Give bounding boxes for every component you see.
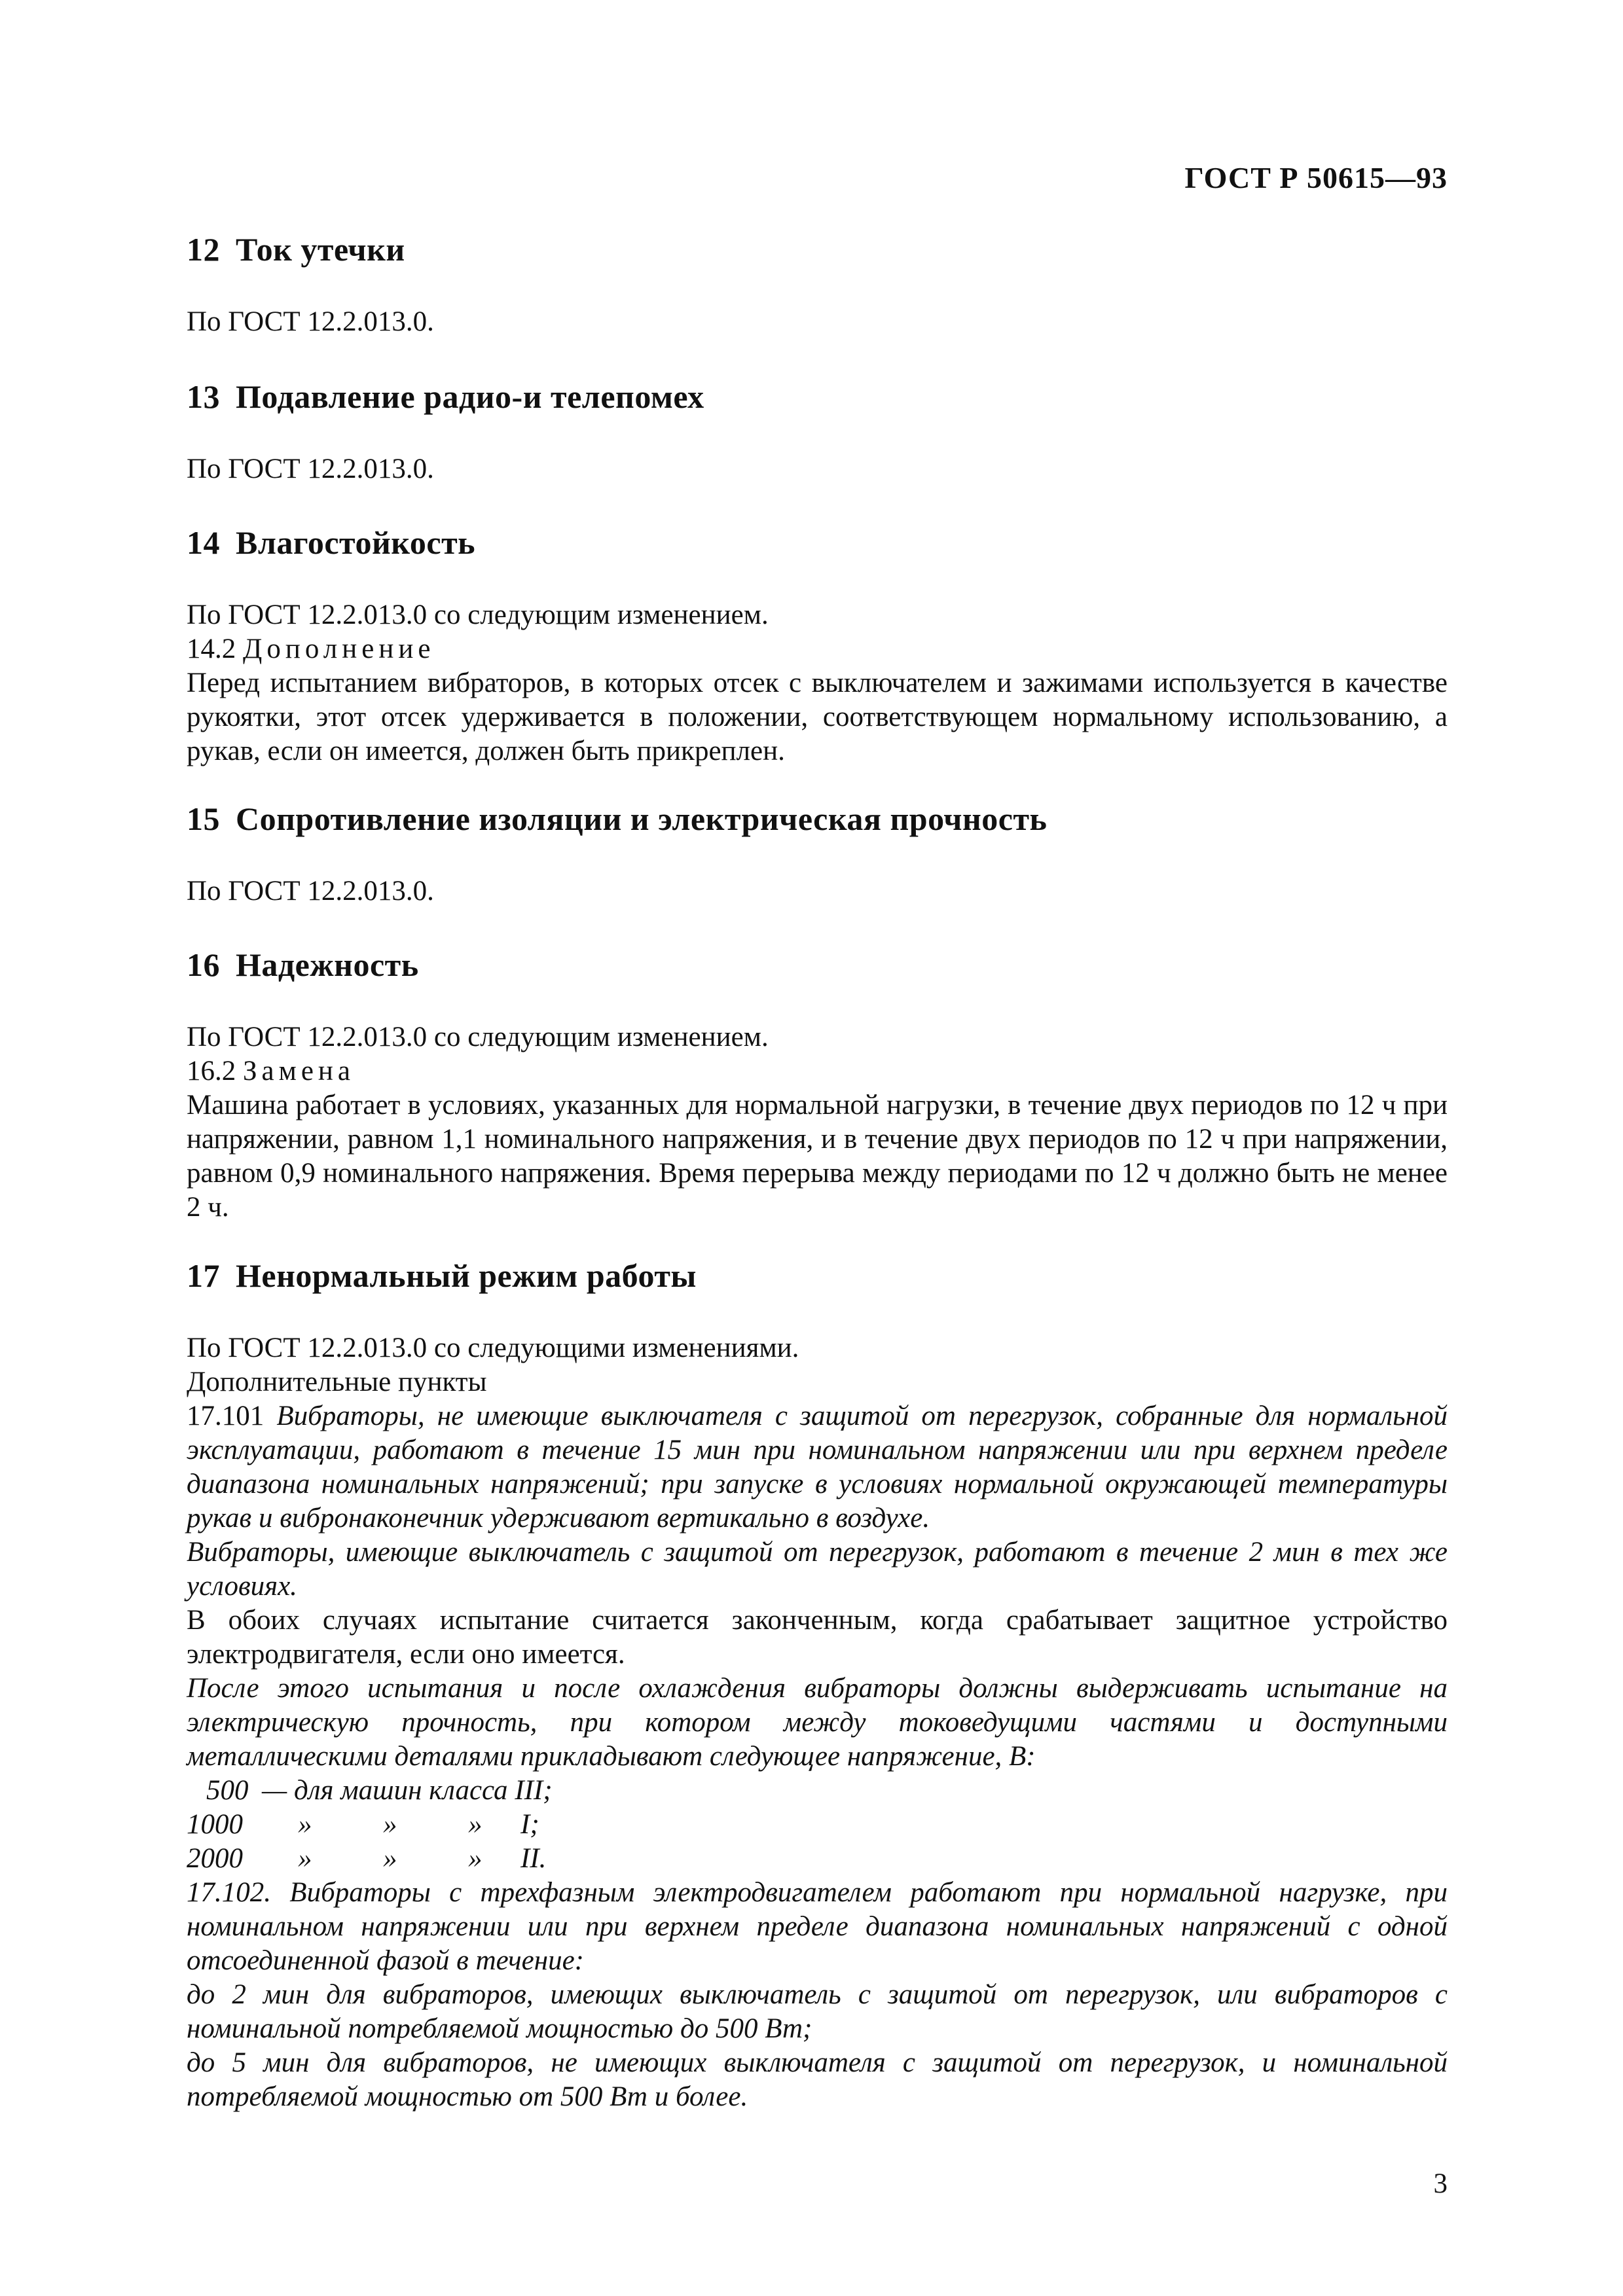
section-16-line1: По ГОСТ 12.2.013.0 со следующим изменением. [187,1022,769,1052]
section-title: Надежность [236,946,419,983]
section-title: Ненормальный режим работы [236,1257,697,1294]
voltage-value: 1000 [187,1809,243,1840]
ditto-mark: » [383,1843,397,1874]
section-title: Влагостойкость [236,524,476,561]
section-number: 16 [187,946,220,983]
section-17-heading [187,1257,697,1295]
voltage-value: 500 [206,1775,249,1806]
ditto-mark: » [468,1809,483,1840]
voltage-class: I; [520,1809,539,1840]
section-15-text: По ГОСТ 12.2.013.0. [187,876,434,906]
clause-text: Вибраторы, не имеющие выключателя с защитой от перегрузок, собранные для нормальной эксплуатации, работают в течение 15 мин при номинальном напряжении или при верхнем пределе диапазона номинальных напряжений; при запуске в условиях нормальной окружающей температуры рукав и вибронаконечник удерживают вертикально в воздухе. [187,1401,1448,1534]
section-15-heading [187,800,1047,838]
section-14-subclause [187,632,435,666]
section-number: 14 [187,524,220,561]
clause-17-101-after: После этого испытания и после охлаждения вибраторы должны выдерживать испытание на электрическую прочность, при котором между токоведущими частями и доступными металлическими деталями прикладывают следующее напряжение, В: [187,1673,1448,1772]
subclause-title: Замена [243,1056,356,1086]
clause-17-101-overload: Вибраторы, имеющие выключатель с защитой от перегрузок, работают в течение 2 мин в тех же условиях. [187,1537,1448,1602]
page-number: 3 [1433,2168,1448,2199]
section-14-heading [187,524,475,562]
ditto-mark: » [298,1809,312,1840]
clause-17-102: 17.102. Вибраторы с трехфазным электродвигателем работают при нормальной нагрузке, при номинальном напряжении или при верхнем пределе диапазона номинальных напряжений с одной отсоединенной фазой в течение: [187,1877,1448,1976]
ditto-mark: » [383,1809,397,1840]
section-12-text: По ГОСТ 12.2.013.0. [187,306,434,337]
section-title: Сопротивление изоляции и электрическая прочность [236,800,1048,837]
clause-number: 17.101 [187,1401,264,1431]
ditto-mark: » [298,1843,312,1874]
section-16-body-text: Машина работает в условиях, указанных для нормальной нагрузки, в течение двух периодов по 12 ч при напряжении, равном 1,1 номинального напряжения, и в течение двух периодов по 12 ч при напряжении, равном 0,9 номинального напряжения. Время перерыва между периодами по 12 ч должно быть не менее 2 ч. [187,1090,1448,1223]
section-number: 15 [187,800,220,837]
standard-header: ГОСТ Р 50615—93 [1184,161,1448,194]
section-16-body [187,1088,1448,1225]
section-14-body-text: Перед испытанием вибраторов, в которых отсек с выключателем и зажимами используется в качестве рукоятки, этот отсек удерживается в положении, соответствующем нормальному использованию, а рукав, если он имеется, должен быть прикреплен. [187,668,1448,766]
section-17-line1: По ГОСТ 12.2.013.0 со следующими изменениями. [187,1333,799,1363]
ditto-mark: » [468,1843,483,1874]
section-number: 13 [187,378,220,415]
clause-17-101 [187,1399,1448,1535]
section-16-subclause [187,1054,355,1088]
section-14-body [187,666,1448,768]
section-title: Ток утечки [236,231,405,268]
section-13-text: По ГОСТ 12.2.013.0. [187,454,434,484]
section-number: 12 [187,231,220,268]
voltage-value: 2000 [187,1843,243,1874]
clause-17-102-2min: до 2 мин для вибраторов, имеющих выключатель с защитой от перегрузок, или вибраторов с номинальной потребляемой мощностью до 500 Вт; [187,1979,1448,2044]
section-number: 17 [187,1257,220,1294]
clause-17-102-5min: до 5 мин для вибраторов, не имеющих выключателя с защитой от перегрузок, и номинальной потребляемой мощностью от 500 Вт и более. [187,2047,1448,2112]
section-17-line2: Дополнительные пункты [187,1367,487,1397]
section-14-line1: По ГОСТ 12.2.013.0 со следующим изменением. [187,600,769,630]
subclause-number: 14.2 [187,634,236,664]
section-13-heading [187,378,704,416]
section-12-heading [187,230,405,268]
section-16-heading [187,946,419,984]
subclause-number: 16.2 [187,1056,236,1086]
voltage-class: — для машин класса III; [262,1775,553,1806]
clause-17-101-both: В обоих случаях испытание считается законченным, когда срабатывает защитное устройство электродвигателя, если оно имеется. [187,1605,1448,1670]
section-title: Подавление радио-и телепомех [236,378,704,415]
voltage-class: II. [520,1843,547,1874]
subclause-title: Дополнение [243,634,435,664]
